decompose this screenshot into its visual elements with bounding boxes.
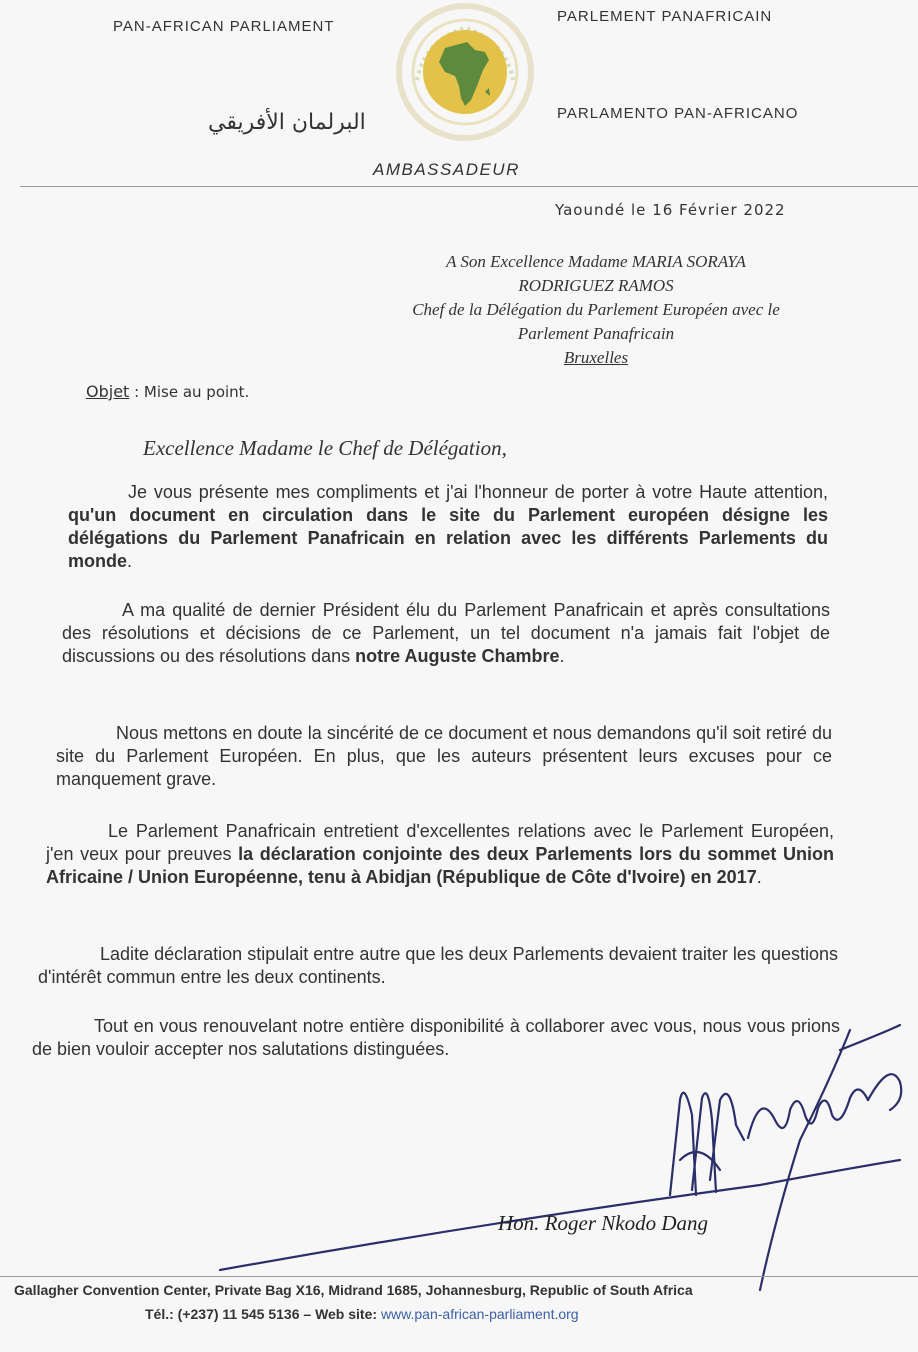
subject-line xyxy=(86,382,249,401)
signatory-name: Hon. Roger Nkodo Dang xyxy=(498,1211,708,1235)
body-paragraph-5 xyxy=(38,943,838,989)
recipient-line: Parlement Panafricain xyxy=(517,324,675,343)
p2-bold-text: notre Auguste Chambre xyxy=(355,646,560,666)
footer-divider xyxy=(0,1276,918,1277)
ambassador-role: AMBASSADEUR xyxy=(373,160,520,179)
header-divider xyxy=(20,186,918,187)
p1-bold-text: qu'un document en circulation dans le site du Parlement européen désigne les délégations du Parlement Panafricain en relation avec les différents Parlements du monde xyxy=(68,505,828,571)
p1-end: . xyxy=(127,551,133,571)
p1-text: Je vous présente mes compliments et j'ai l'honneur de porter à votre Haute attention, xyxy=(128,482,828,502)
pan-african-parliament-emblem xyxy=(395,0,535,148)
p2-end: . xyxy=(559,646,565,666)
body-paragraph-2 xyxy=(62,599,830,668)
subject-label: Objet xyxy=(86,382,130,401)
recipient-line: Chef de la Délégation du Parlement Européen avec le xyxy=(412,300,780,319)
header-english-title: PAN-AFRICAN PARLIAMENT xyxy=(113,18,335,35)
recipient-line: Bruxelles xyxy=(563,348,629,367)
p5-text: Ladite déclaration stipulait entre autre que les deux Parlements devaient traiter les questions d'intérêt commun entre les deux continents. xyxy=(38,944,838,987)
footer-address: Gallagher Convention Center, Private Bag X16, Midrand 1685, Johannesburg, Republic of South Africa xyxy=(14,1282,693,1298)
p2-text: A ma qualité de dernier Président élu du Parlement Panafricain et après consultations des résolutions et décisions de ce Parlement, un tel document n'a jamais fait l'objet de discussions ou des résolutions dans xyxy=(62,600,830,666)
footer-tel: Tél.: (+237) 11 545 5136 – Web site: xyxy=(145,1306,381,1322)
footer-website-link[interactable]: www.pan-african-parliament.org xyxy=(380,1306,579,1322)
recipient-line: A Son Excellence Madame MARIA SORAYA xyxy=(446,252,746,271)
p4-end: . xyxy=(756,867,762,887)
p4-bold-text: la déclaration conjointe des deux Parlements lors du sommet Union Africaine / Union Européenne, tenu à Abidjan (République de Côte d'Ivoire) en 2017 xyxy=(46,844,834,887)
subject-text: Mise au point. xyxy=(143,383,250,401)
p4-text: Le Parlement Panafricain entretient d'excellentes relations avec le Parlement Européen, j'en veux pour preuves xyxy=(46,821,834,864)
footer-contact xyxy=(145,1306,579,1322)
p3-text: Nous mettons en doute la sincérité de ce document et nous demandons qu'il soit retiré du site du Parlement Européen. En plus, que les auteurs présentent leurs excuses pour ce manquement grave. xyxy=(56,723,832,789)
p6-text: Tout en vous renouvelant notre entière disponibilité à collaborer avec vous, nous vous prions de bien vouloir accepter nos salutations distinguées. xyxy=(32,1016,840,1059)
subject-separator: : xyxy=(129,383,144,401)
body-paragraph-4 xyxy=(46,820,834,889)
salutation: Excellence Madame le Chef de Délégation, xyxy=(143,436,507,460)
date-line: Yaoundé le 16 Février 2022 xyxy=(555,201,786,219)
body-paragraph-1 xyxy=(68,481,828,573)
recipient-line: RODRIGUEZ RAMOS xyxy=(518,276,674,295)
header-arabic-title: البرلمان الأفريقي xyxy=(208,110,366,135)
header-french-title: PARLEMENT PANAFRICAIN xyxy=(557,8,773,25)
body-paragraph-3 xyxy=(56,722,832,791)
handwritten-signature xyxy=(200,1020,918,1300)
header-portuguese-title: PARLAMENTO PAN-AFRICANO xyxy=(557,105,799,122)
recipient-block xyxy=(376,250,816,370)
